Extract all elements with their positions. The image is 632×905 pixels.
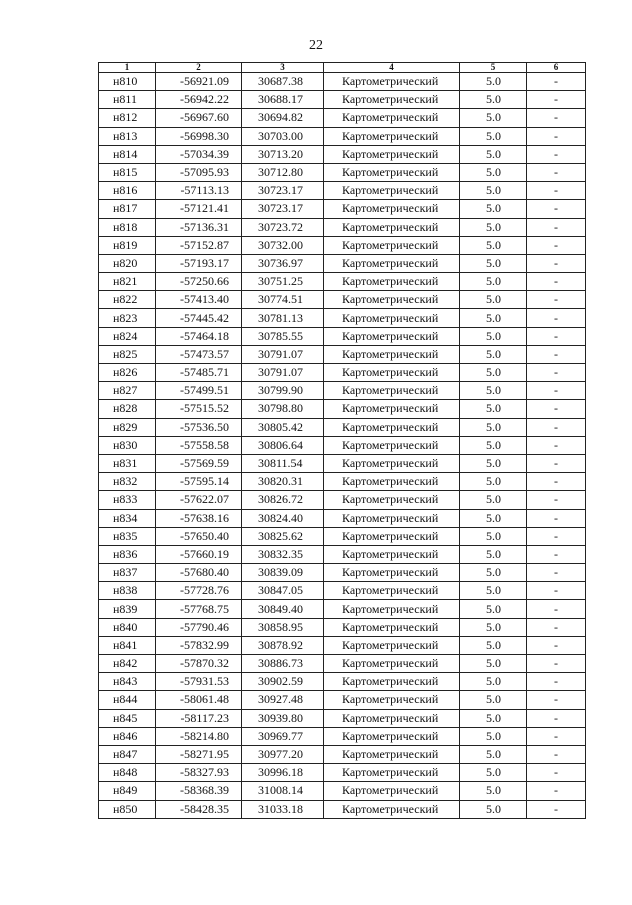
cell-point-id: н820 xyxy=(99,254,156,272)
cell-coord-x: -57464.18 xyxy=(156,327,242,345)
cell-coord-x: -57499.51 xyxy=(156,382,242,400)
cell-note: - xyxy=(527,782,586,800)
cell-coord-y: 30849.40 xyxy=(242,600,324,618)
cell-note: - xyxy=(527,400,586,418)
table-row xyxy=(99,618,586,636)
column-header-4: 4 xyxy=(324,63,460,73)
cell-coord-y: 30687.38 xyxy=(242,73,324,91)
table-row xyxy=(99,73,586,91)
column-header-1: 1 xyxy=(99,63,156,73)
page-number: 22 xyxy=(309,38,323,53)
cell-method: Картометрический xyxy=(324,673,460,691)
table-row xyxy=(99,436,586,454)
cell-coord-x: -57515.52 xyxy=(156,400,242,418)
cell-accuracy: 5.0 xyxy=(460,73,527,91)
cell-accuracy: 5.0 xyxy=(460,109,527,127)
cell-note: - xyxy=(527,91,586,109)
cell-accuracy: 5.0 xyxy=(460,545,527,563)
table-row xyxy=(99,636,586,654)
cell-coord-x: -57413.40 xyxy=(156,291,242,309)
cell-point-id: н845 xyxy=(99,709,156,727)
cell-coord-y: 30939.80 xyxy=(242,709,324,727)
cell-coord-y: 30694.82 xyxy=(242,109,324,127)
cell-note: - xyxy=(527,527,586,545)
table-row xyxy=(99,673,586,691)
cell-coord-x: -56998.30 xyxy=(156,127,242,145)
cell-accuracy: 5.0 xyxy=(460,673,527,691)
cell-point-id: н827 xyxy=(99,382,156,400)
cell-method: Картометрический xyxy=(324,182,460,200)
cell-accuracy: 5.0 xyxy=(460,364,527,382)
cell-coord-y: 30825.62 xyxy=(242,527,324,545)
cell-accuracy: 5.0 xyxy=(460,91,527,109)
cell-method: Картометрический xyxy=(324,527,460,545)
cell-coord-x: -57250.66 xyxy=(156,273,242,291)
cell-method: Картометрический xyxy=(324,473,460,491)
table-row xyxy=(99,527,586,545)
cell-coord-y: 30736.97 xyxy=(242,254,324,272)
cell-coord-y: 30977.20 xyxy=(242,745,324,763)
cell-coord-x: -57680.40 xyxy=(156,564,242,582)
cell-point-id: н846 xyxy=(99,727,156,745)
cell-note: - xyxy=(527,491,586,509)
cell-point-id: н823 xyxy=(99,309,156,327)
cell-accuracy: 5.0 xyxy=(460,400,527,418)
cell-coord-x: -58368.39 xyxy=(156,782,242,800)
table-row xyxy=(99,582,586,600)
cell-coord-x: -57121.41 xyxy=(156,200,242,218)
cell-accuracy: 5.0 xyxy=(460,145,527,163)
cell-note: - xyxy=(527,473,586,491)
cell-accuracy: 5.0 xyxy=(460,327,527,345)
cell-coord-y: 30847.05 xyxy=(242,582,324,600)
table-row xyxy=(99,127,586,145)
cell-coord-x: -56942.22 xyxy=(156,91,242,109)
cell-point-id: н830 xyxy=(99,436,156,454)
cell-accuracy: 5.0 xyxy=(460,236,527,254)
cell-point-id: н825 xyxy=(99,345,156,363)
cell-note: - xyxy=(527,709,586,727)
cell-coord-x: -57445.42 xyxy=(156,309,242,327)
table-row xyxy=(99,454,586,472)
cell-coord-x: -57768.75 xyxy=(156,600,242,618)
cell-point-id: н832 xyxy=(99,473,156,491)
cell-point-id: н828 xyxy=(99,400,156,418)
cell-coord-x: -56921.09 xyxy=(156,73,242,91)
cell-method: Картометрический xyxy=(324,236,460,254)
cell-coord-y: 30969.77 xyxy=(242,727,324,745)
cell-method: Картометрический xyxy=(324,600,460,618)
cell-coord-y: 30732.00 xyxy=(242,236,324,254)
cell-point-id: н831 xyxy=(99,454,156,472)
cell-note: - xyxy=(527,673,586,691)
cell-coord-x: -57595.14 xyxy=(156,473,242,491)
cell-point-id: н836 xyxy=(99,545,156,563)
cell-point-id: н812 xyxy=(99,109,156,127)
cell-method: Картометрический xyxy=(324,382,460,400)
cell-accuracy: 5.0 xyxy=(460,200,527,218)
cell-note: - xyxy=(527,800,586,818)
cell-coord-x: -57536.50 xyxy=(156,418,242,436)
cell-coord-x: -57870.32 xyxy=(156,655,242,673)
table-row xyxy=(99,709,586,727)
cell-accuracy: 5.0 xyxy=(460,218,527,236)
cell-note: - xyxy=(527,273,586,291)
table-row xyxy=(99,727,586,745)
cell-point-id: н817 xyxy=(99,200,156,218)
cell-method: Картометрический xyxy=(324,636,460,654)
cell-method: Картометрический xyxy=(324,691,460,709)
table-row xyxy=(99,236,586,254)
cell-coord-x: -57113.13 xyxy=(156,182,242,200)
cell-point-id: н839 xyxy=(99,600,156,618)
table-row xyxy=(99,182,586,200)
cell-note: - xyxy=(527,73,586,91)
cell-method: Картометрический xyxy=(324,782,460,800)
cell-point-id: н824 xyxy=(99,327,156,345)
cell-note: - xyxy=(527,291,586,309)
cell-coord-x: -57095.93 xyxy=(156,163,242,181)
column-header-3: 3 xyxy=(242,63,324,73)
cell-note: - xyxy=(527,454,586,472)
column-header-5: 5 xyxy=(460,63,527,73)
cell-accuracy: 5.0 xyxy=(460,655,527,673)
cell-note: - xyxy=(527,691,586,709)
cell-note: - xyxy=(527,236,586,254)
cell-coord-x: -57622.07 xyxy=(156,491,242,509)
cell-point-id: н843 xyxy=(99,673,156,691)
cell-coord-y: 30878.92 xyxy=(242,636,324,654)
cell-point-id: н818 xyxy=(99,218,156,236)
cell-point-id: н842 xyxy=(99,655,156,673)
table-row xyxy=(99,309,586,327)
cell-accuracy: 5.0 xyxy=(460,636,527,654)
cell-point-id: н816 xyxy=(99,182,156,200)
table-row xyxy=(99,91,586,109)
cell-coord-y: 31008.14 xyxy=(242,782,324,800)
cell-coord-x: -57473.57 xyxy=(156,345,242,363)
cell-method: Картометрический xyxy=(324,400,460,418)
cell-accuracy: 5.0 xyxy=(460,163,527,181)
table-row xyxy=(99,418,586,436)
table-row xyxy=(99,273,586,291)
cell-note: - xyxy=(527,364,586,382)
cell-coord-y: 30886.73 xyxy=(242,655,324,673)
cell-method: Картометрический xyxy=(324,273,460,291)
cell-point-id: н840 xyxy=(99,618,156,636)
cell-method: Картометрический xyxy=(324,618,460,636)
cell-point-id: н848 xyxy=(99,764,156,782)
cell-coord-y: 30791.07 xyxy=(242,345,324,363)
cell-method: Картометрический xyxy=(324,145,460,163)
cell-accuracy: 5.0 xyxy=(460,291,527,309)
cell-coord-y: 30832.35 xyxy=(242,545,324,563)
table-row xyxy=(99,345,586,363)
cell-accuracy: 5.0 xyxy=(460,491,527,509)
cell-coord-y: 30688.17 xyxy=(242,91,324,109)
cell-note: - xyxy=(527,418,586,436)
cell-note: - xyxy=(527,145,586,163)
cell-accuracy: 5.0 xyxy=(460,273,527,291)
cell-accuracy: 5.0 xyxy=(460,564,527,582)
cell-accuracy: 5.0 xyxy=(460,182,527,200)
cell-accuracy: 5.0 xyxy=(460,582,527,600)
table-row xyxy=(99,200,586,218)
cell-accuracy: 5.0 xyxy=(460,454,527,472)
cell-method: Картометрический xyxy=(324,727,460,745)
cell-point-id: н844 xyxy=(99,691,156,709)
cell-coord-y: 30798.80 xyxy=(242,400,324,418)
cell-note: - xyxy=(527,200,586,218)
cell-note: - xyxy=(527,582,586,600)
cell-method: Картометрический xyxy=(324,163,460,181)
cell-note: - xyxy=(527,327,586,345)
cell-accuracy: 5.0 xyxy=(460,600,527,618)
cell-method: Картометрический xyxy=(324,91,460,109)
cell-coord-y: 30713.20 xyxy=(242,145,324,163)
cell-note: - xyxy=(527,655,586,673)
cell-accuracy: 5.0 xyxy=(460,745,527,763)
cell-note: - xyxy=(527,109,586,127)
cell-coord-x: -57569.59 xyxy=(156,454,242,472)
cell-coord-x: -58327.93 xyxy=(156,764,242,782)
table-row xyxy=(99,600,586,618)
cell-point-id: н835 xyxy=(99,527,156,545)
column-header-6: 6 xyxy=(527,63,586,73)
cell-accuracy: 5.0 xyxy=(460,127,527,145)
table-row xyxy=(99,691,586,709)
table-row xyxy=(99,509,586,527)
cell-note: - xyxy=(527,182,586,200)
cell-coord-x: -57558.58 xyxy=(156,436,242,454)
cell-note: - xyxy=(527,345,586,363)
cell-point-id: н829 xyxy=(99,418,156,436)
table-row xyxy=(99,400,586,418)
cell-coord-y: 30723.17 xyxy=(242,182,324,200)
cell-method: Картометрический xyxy=(324,545,460,563)
cell-point-id: н814 xyxy=(99,145,156,163)
table-row xyxy=(99,491,586,509)
cell-note: - xyxy=(527,436,586,454)
cell-note: - xyxy=(527,745,586,763)
cell-point-id: н813 xyxy=(99,127,156,145)
table-row xyxy=(99,218,586,236)
cell-accuracy: 5.0 xyxy=(460,418,527,436)
table-row xyxy=(99,327,586,345)
cell-coord-x: -58214.80 xyxy=(156,727,242,745)
cell-point-id: н819 xyxy=(99,236,156,254)
cell-note: - xyxy=(527,254,586,272)
cell-method: Картометрический xyxy=(324,582,460,600)
cell-point-id: н815 xyxy=(99,163,156,181)
cell-point-id: н837 xyxy=(99,564,156,582)
cell-method: Картометрический xyxy=(324,436,460,454)
cell-coord-x: -57136.31 xyxy=(156,218,242,236)
cell-accuracy: 5.0 xyxy=(460,800,527,818)
cell-coord-x: -58428.35 xyxy=(156,800,242,818)
cell-coord-y: 30820.31 xyxy=(242,473,324,491)
cell-point-id: н826 xyxy=(99,364,156,382)
cell-point-id: н849 xyxy=(99,782,156,800)
cell-method: Картометрический xyxy=(324,127,460,145)
table-row xyxy=(99,745,586,763)
table-row xyxy=(99,109,586,127)
cell-coord-x: -57650.40 xyxy=(156,527,242,545)
cell-coord-x: -56967.60 xyxy=(156,109,242,127)
cell-accuracy: 5.0 xyxy=(460,473,527,491)
cell-accuracy: 5.0 xyxy=(460,691,527,709)
cell-coord-y: 31033.18 xyxy=(242,800,324,818)
cell-accuracy: 5.0 xyxy=(460,782,527,800)
cell-coord-x: -58117.23 xyxy=(156,709,242,727)
cell-note: - xyxy=(527,127,586,145)
table-row xyxy=(99,800,586,818)
cell-method: Картометрический xyxy=(324,655,460,673)
cell-coord-y: 30805.42 xyxy=(242,418,324,436)
cell-point-id: н838 xyxy=(99,582,156,600)
cell-note: - xyxy=(527,764,586,782)
cell-coord-y: 30703.00 xyxy=(242,127,324,145)
cell-note: - xyxy=(527,564,586,582)
cell-coord-x: -57660.19 xyxy=(156,545,242,563)
table-row xyxy=(99,145,586,163)
cell-method: Картометрический xyxy=(324,800,460,818)
table-header-row xyxy=(99,63,586,73)
cell-coord-y: 30774.51 xyxy=(242,291,324,309)
cell-coord-x: -57832.99 xyxy=(156,636,242,654)
cell-coord-x: -57034.39 xyxy=(156,145,242,163)
cell-method: Картометрический xyxy=(324,109,460,127)
table-row xyxy=(99,764,586,782)
cell-method: Картометрический xyxy=(324,364,460,382)
cell-accuracy: 5.0 xyxy=(460,727,527,745)
cell-coord-y: 30806.64 xyxy=(242,436,324,454)
table-row xyxy=(99,364,586,382)
cell-coord-x: -57790.46 xyxy=(156,618,242,636)
cell-method: Картометрический xyxy=(324,454,460,472)
cell-coord-y: 30811.54 xyxy=(242,454,324,472)
table-row xyxy=(99,655,586,673)
cell-coord-x: -57638.16 xyxy=(156,509,242,527)
cell-coord-y: 30791.07 xyxy=(242,364,324,382)
cell-note: - xyxy=(527,218,586,236)
cell-note: - xyxy=(527,163,586,181)
cell-method: Картометрический xyxy=(324,291,460,309)
cell-note: - xyxy=(527,600,586,618)
cell-coord-y: 30858.95 xyxy=(242,618,324,636)
cell-coord-x: -57193.17 xyxy=(156,254,242,272)
cell-method: Картометрический xyxy=(324,509,460,527)
cell-method: Картометрический xyxy=(324,254,460,272)
table-row xyxy=(99,382,586,400)
cell-note: - xyxy=(527,636,586,654)
cell-accuracy: 5.0 xyxy=(460,509,527,527)
cell-coord-y: 30712.80 xyxy=(242,163,324,181)
table-row xyxy=(99,782,586,800)
cell-method: Картометрический xyxy=(324,73,460,91)
table-row xyxy=(99,545,586,563)
cell-coord-y: 30723.72 xyxy=(242,218,324,236)
table-body xyxy=(99,73,586,819)
cell-point-id: н847 xyxy=(99,745,156,763)
table-row xyxy=(99,163,586,181)
cell-accuracy: 5.0 xyxy=(460,382,527,400)
table-row xyxy=(99,564,586,582)
cell-point-id: н821 xyxy=(99,273,156,291)
cell-method: Картометрический xyxy=(324,418,460,436)
cell-method: Картометрический xyxy=(324,327,460,345)
cell-coord-y: 30927.48 xyxy=(242,691,324,709)
cell-note: - xyxy=(527,509,586,527)
cell-coord-x: -58271.95 xyxy=(156,745,242,763)
cell-point-id: н822 xyxy=(99,291,156,309)
cell-accuracy: 5.0 xyxy=(460,309,527,327)
cell-coord-y: 30996.18 xyxy=(242,764,324,782)
cell-coord-y: 30824.40 xyxy=(242,509,324,527)
cell-coord-x: -58061.48 xyxy=(156,691,242,709)
cell-coord-y: 30902.59 xyxy=(242,673,324,691)
cell-note: - xyxy=(527,382,586,400)
cell-method: Картометрический xyxy=(324,200,460,218)
cell-coord-y: 30839.09 xyxy=(242,564,324,582)
cell-accuracy: 5.0 xyxy=(460,618,527,636)
cell-method: Картометрический xyxy=(324,564,460,582)
cell-note: - xyxy=(527,618,586,636)
coordinates-table xyxy=(98,62,586,819)
cell-method: Картометрический xyxy=(324,709,460,727)
cell-point-id: н810 xyxy=(99,73,156,91)
cell-accuracy: 5.0 xyxy=(460,254,527,272)
column-header-2: 2 xyxy=(156,63,242,73)
cell-point-id: н811 xyxy=(99,91,156,109)
cell-point-id: н833 xyxy=(99,491,156,509)
cell-coord-y: 30723.17 xyxy=(242,200,324,218)
cell-accuracy: 5.0 xyxy=(460,436,527,454)
cell-method: Картометрический xyxy=(324,491,460,509)
cell-coord-x: -57728.76 xyxy=(156,582,242,600)
cell-coord-y: 30799.90 xyxy=(242,382,324,400)
cell-method: Картометрический xyxy=(324,745,460,763)
cell-point-id: н841 xyxy=(99,636,156,654)
cell-coord-y: 30751.25 xyxy=(242,273,324,291)
cell-note: - xyxy=(527,545,586,563)
cell-method: Картометрический xyxy=(324,309,460,327)
table-row xyxy=(99,254,586,272)
cell-accuracy: 5.0 xyxy=(460,527,527,545)
cell-accuracy: 5.0 xyxy=(460,709,527,727)
table-row xyxy=(99,291,586,309)
cell-coord-x: -57931.53 xyxy=(156,673,242,691)
cell-point-id: н850 xyxy=(99,800,156,818)
cell-method: Картометрический xyxy=(324,764,460,782)
cell-point-id: н834 xyxy=(99,509,156,527)
cell-coord-y: 30781.13 xyxy=(242,309,324,327)
cell-coord-y: 30826.72 xyxy=(242,491,324,509)
cell-note: - xyxy=(527,727,586,745)
cell-coord-x: -57152.87 xyxy=(156,236,242,254)
cell-accuracy: 5.0 xyxy=(460,345,527,363)
cell-method: Картометрический xyxy=(324,345,460,363)
cell-method: Картометрический xyxy=(324,218,460,236)
cell-accuracy: 5.0 xyxy=(460,764,527,782)
table-row xyxy=(99,473,586,491)
cell-note: - xyxy=(527,309,586,327)
cell-coord-x: -57485.71 xyxy=(156,364,242,382)
cell-coord-y: 30785.55 xyxy=(242,327,324,345)
